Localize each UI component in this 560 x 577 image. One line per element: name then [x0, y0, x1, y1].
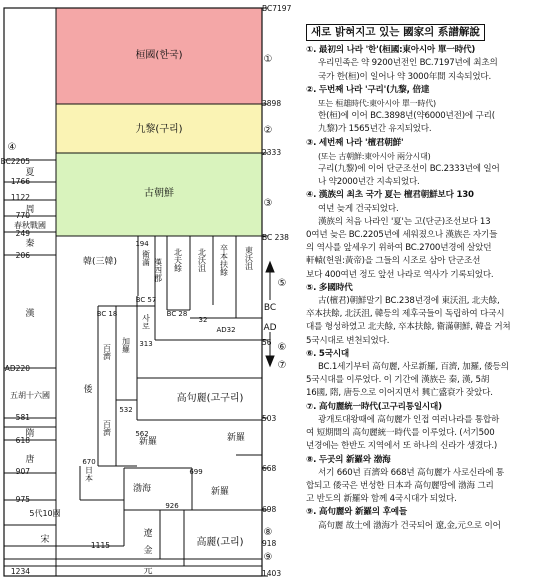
- section-heading: ④. 漢族의 최초 국가 夏는 檀君朝鮮보다 130: [306, 190, 474, 201]
- silla-label: 新羅: [138, 437, 158, 447]
- year-label-left: 581: [15, 413, 30, 422]
- inner-year-label: 532: [119, 406, 133, 414]
- year-label-left: 907: [15, 467, 30, 476]
- year-label-right: 918: [262, 539, 277, 548]
- silla-bottom-label: 新羅: [210, 487, 230, 497]
- bc-label: BC: [263, 303, 277, 313]
- article-line: 여 短期間의 高句麗統一時代를 이루었다. (서기500: [306, 428, 495, 439]
- wudai-label: 5代10國: [29, 509, 61, 518]
- year-label-right: 698: [262, 505, 277, 514]
- bukbuyeo-label: 北夫餘: [173, 248, 183, 272]
- year-label-left: AD220: [4, 364, 30, 373]
- hanguk-label: 桓國(한국): [135, 50, 183, 61]
- article-line: 보다 400여년 정도 앞선 나라로 역사가 기록되었다.: [306, 269, 494, 280]
- year-label-left: 206: [15, 251, 30, 260]
- silla-right-label: 新羅: [226, 433, 246, 443]
- article-line: 나 약2000년간 지속되었다.: [318, 177, 420, 188]
- guri-label: 九黎(구리): [135, 124, 183, 135]
- circled-number: ⑨: [263, 552, 273, 563]
- article-line: 여년 늦게 건국되었다.: [318, 203, 399, 214]
- year-label-right: BC7197: [262, 4, 292, 13]
- year-label-left: 1234: [10, 567, 30, 576]
- section-heading: ⑥. 5국시대: [306, 348, 350, 359]
- article-line: (또는 古朝鮮:東아시아 兩分시대): [318, 151, 431, 161]
- year-label-right: 3898: [262, 99, 282, 108]
- article-line: 서기 660년 百濟와 668년 高句麗가 사로신라에 통: [318, 467, 504, 478]
- xia-label: 夏: [25, 168, 35, 178]
- inner-year-label: 699: [189, 468, 203, 476]
- circled-number: ②: [263, 125, 273, 136]
- inner-year-label: 670: [82, 458, 96, 466]
- year-label-right: 503: [262, 414, 277, 423]
- year-label-right: 56: [262, 338, 272, 347]
- circled-number: ⑤: [277, 278, 287, 289]
- article-line: 광개토대왕때에 高句麗가 인접 여러나라를 통합하: [318, 414, 500, 425]
- article-line: BC.1세기부터 高句麗, 사로新羅, 百濟, 加羅, 倭등의: [318, 362, 509, 373]
- year-label-left: BC2205: [0, 157, 30, 166]
- article-line: 국가 한(桓)이 일어나 약 3000年間 지속되었다.: [318, 71, 492, 82]
- jolbon-label: 卒本扶餘: [219, 244, 229, 276]
- dongokjeo-label: 東沃沮: [244, 246, 254, 270]
- year-label-right: 2333: [262, 148, 282, 157]
- han-label: 漢: [25, 309, 35, 319]
- article-line: 卒本扶餘, 北沃沮, 韓등의 제후국들이 독립하여 다국시: [306, 309, 505, 320]
- ad-label: AD: [263, 323, 277, 333]
- inner-year-label: BC 28: [166, 310, 188, 318]
- year-label-right: 668: [262, 464, 277, 473]
- article-line: 년경에는 한반도 지역에서 또 하나의 신라가 생겼다.): [306, 441, 498, 452]
- hangun-label: 漢四郡: [153, 258, 163, 282]
- year-label-left: 1122: [10, 193, 30, 202]
- goguryeo-label: 高句麗(고구리): [176, 393, 244, 404]
- section-heading: ③. 세번째 나라 '檀君朝鮮': [306, 137, 404, 148]
- chunqiu-label: 春秋戰國: [14, 221, 46, 230]
- article-line: 구리(九黎)에 이어 단군조선이 BC.2333년에 일어: [318, 164, 500, 175]
- year-label-left: 975: [15, 495, 30, 504]
- inner-year-label: 194: [135, 240, 149, 248]
- section-heading: ⑦. 高句麗統一時代(고구리통일시대): [306, 401, 442, 412]
- section-heading: ⑨. 高句麗와 新羅의 후예들: [306, 507, 407, 518]
- wa-label: 倭: [83, 385, 93, 395]
- section-heading: ⑧. 두곳의 新羅와 渤海: [306, 454, 391, 465]
- goryeo-label: 高麗(고리): [196, 537, 244, 548]
- article-line: 軒轅(헌원:黃帝)을 그들의 시조로 삼아 단군조선: [306, 256, 481, 267]
- circled-number: ③: [263, 198, 273, 209]
- article-line: 고 반도의 新羅와 함께 4국시대가 되었다.: [306, 494, 457, 505]
- inner-year-label: 926: [165, 502, 179, 510]
- year-label-left: 1115: [90, 541, 110, 550]
- year-label-right: 1403: [262, 569, 282, 577]
- zhou-label: 周: [25, 205, 35, 215]
- article-line: 5국시대를 이루었다. 이 기간에 漢族은 秦, 漢, 5胡: [306, 375, 490, 386]
- circled-number: ⑦: [277, 360, 287, 371]
- article-line: 古(檀君)朝鮮말기 BC.238년경에 東沃沮, 北夫餘,: [318, 296, 500, 307]
- article-line: 의 역사를 앞세우기 위하여 BC.2700년경에 살았던: [306, 243, 492, 254]
- article-line: 합되고 倭국은 번성한 日本과 高句麗땅에 渤海 그리: [306, 480, 494, 491]
- article-line: 또는 桓雄時代:東아시아 單一時代): [318, 99, 436, 109]
- article-line: 5국시대로 변천되었다.: [306, 335, 390, 346]
- inner-year-label: BC 18: [96, 310, 118, 318]
- yuan-label: 元: [143, 566, 153, 576]
- baekje-lower-label: 百濟: [102, 420, 112, 436]
- nihon-label: 日本: [84, 466, 94, 482]
- inner-year-label: AD32: [216, 326, 236, 334]
- year-label-right: BC 238: [262, 233, 289, 242]
- wuhu-label: 五胡十六國: [10, 391, 50, 400]
- baekje-label: 百濟: [102, 344, 112, 360]
- jin-label: 金: [143, 546, 153, 556]
- article-line: 九黎)가 1565년간 유지되었다.: [318, 124, 432, 135]
- year-label-left: 618: [15, 436, 30, 445]
- section-heading: ⑤. 多國時代: [306, 282, 353, 293]
- circled-number: ⑧: [263, 527, 273, 538]
- qin-label: 秦: [25, 239, 35, 249]
- bukokjeo-label: 北沃沮: [197, 248, 207, 272]
- circled-number: ④: [7, 142, 17, 153]
- inner-year-label: 313: [139, 340, 153, 348]
- inner-year-label: BC 57: [135, 296, 157, 304]
- silla-vertical-label: 사로: [141, 314, 151, 330]
- section-heading: ②. 두번째 나라 '구리'(九黎, 倍達: [306, 84, 430, 95]
- article-title: 새로 밝혀지고 있는 國家의 系譜解說: [306, 24, 485, 41]
- year-label-left: 1766: [10, 177, 30, 186]
- inner-year-label: 32: [198, 316, 208, 324]
- wiman-label: 衛滿: [141, 250, 151, 266]
- article-line: 대를 형성하였고 北夫餘, 卒本扶餘, 衛滿朝鮮, 韓을 거쳐: [306, 322, 511, 333]
- article-line: 한(桓)에 이어 BC.3898년(약6000년전)에 구리(: [318, 111, 495, 122]
- article-line: 高句麗 故土에 渤海가 건국되어 遼,金,元으로 이어: [318, 520, 501, 531]
- song-label: 宋: [40, 535, 50, 545]
- year-label-left: 770: [15, 211, 30, 220]
- circled-number: ⑥: [277, 342, 287, 353]
- sui-label: 隋: [25, 429, 35, 439]
- section-heading: ①. 最初의 나라 '한'(桓國:東아시아 單一時代): [306, 45, 476, 56]
- article-line: 0여년 늦은 BC.2205년에 세워졌으나 漢族은 자기들: [306, 230, 498, 241]
- balhae-label: 渤海: [132, 484, 152, 494]
- article-text: [300, 0, 560, 577]
- inner-year-label: 562: [135, 430, 149, 438]
- gaya-label: 加羅: [121, 337, 131, 353]
- tang-label: 唐: [25, 455, 35, 465]
- year-label-left: 249: [15, 229, 30, 238]
- liao-label: 遼: [143, 529, 153, 539]
- gojoseon-label: 古朝鮮: [144, 188, 174, 199]
- article-line: 16國, 隋, 唐등으로 이어지면서 興亡盛衰가 잦았다.: [306, 388, 493, 399]
- article-line: 우리민족은 약 9200년전인 BC.7197년에 최초의: [318, 58, 498, 69]
- samhan-label: 韓(三韓): [82, 257, 118, 267]
- article-line: 漢族의 처음 나라인 '夏'는 고(단군)조선보다 13: [318, 216, 491, 227]
- article-body: [306, 44, 554, 533]
- circled-number: ①: [263, 54, 273, 65]
